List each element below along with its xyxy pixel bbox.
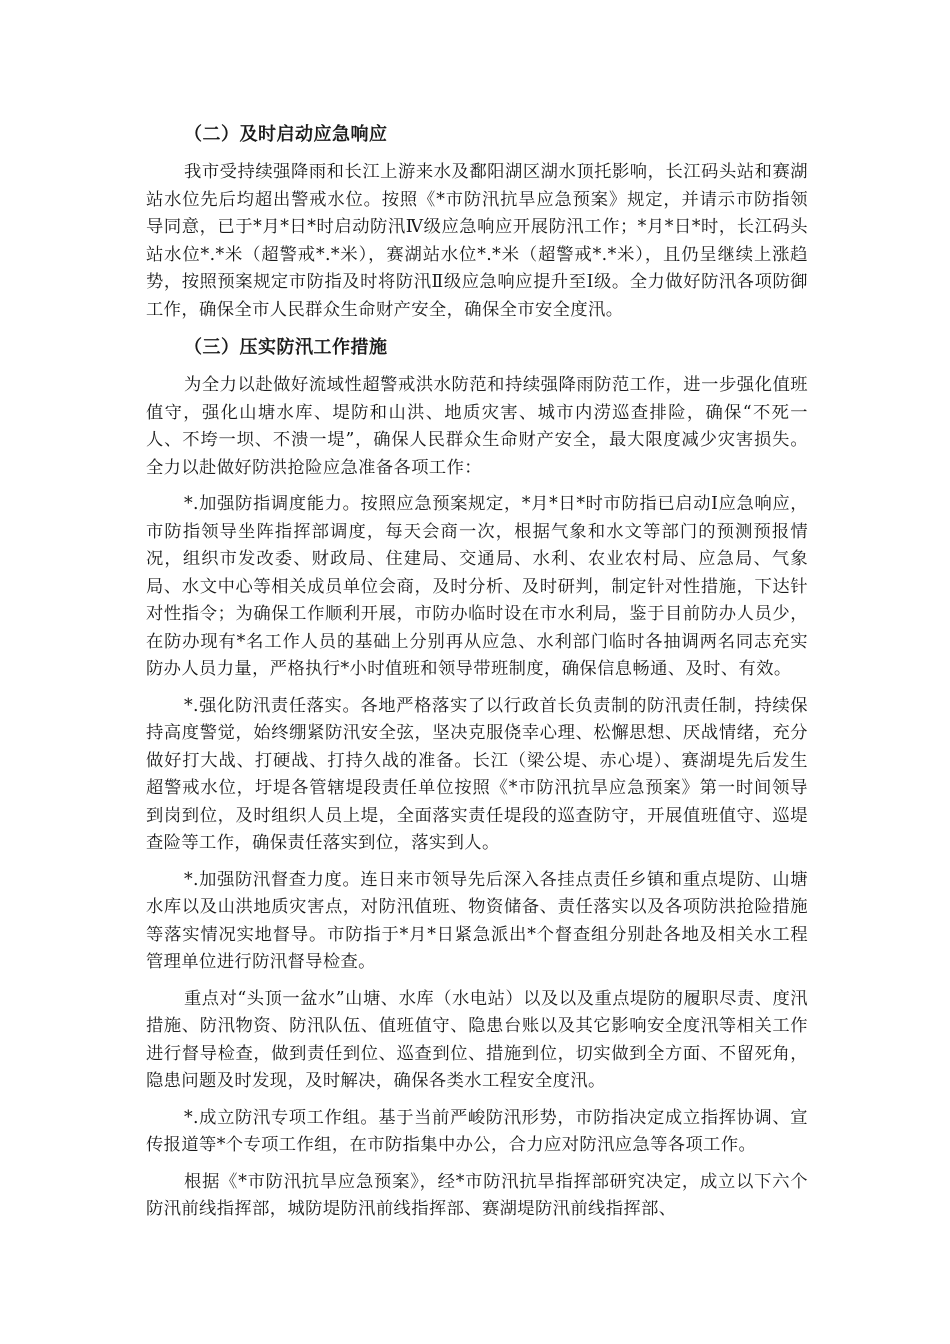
section3-paragraph-1: 为全力以赴做好流域性超警戒洪水防范和持续强降雨防范工作，进一步强化值班值守，强化山塘水库、堤防和山洪、地质灾害、城市内涝巡查排险，确保“不死一人、不垮一坝、不溃一堤”，确保人民群众生命财产安全，最大限度减少灾害损失。全力以赴做好防洪抢险应急准备各项工作： <box>146 375 808 478</box>
section3-paragraph-3: *.强化防汛责任落实。各地严格落实了以行政首长负责制的防汛责任制，持续保持高度警觉，始终绷紧防汛安全弦，坚决克服侥幸心理、松懈思想、厌战情绪，充分做好打大战、打硬战、打持久战的准备。长江（梁公堤、赤心堤）、赛湖堤先后发生超警戒水位，圩堤各管辖堤段责任单位按照《*市防汛抗旱应急预案》第一时间领导到岗到位，及时组织人员上堤，全面落实责任堤段的巡查防守，开展值班值守、巡堤查险等工作，确保责任落实到位，落实到人。 <box>146 695 808 853</box>
section3-paragraph-5: 重点对“头顶一盆水”山塘、水库（水电站）以及以及重点堤防的履职尽责、度汛措施、防汛物资、防汛队伍、值班值守、隐患台账以及其它影响安全度汛等相关工作进行督导检查，做到责任到位、巡查到位、措施到位，切实做到全方面、不留死角，隐患问题及时发现，及时解决，确保各类水工程安全度汛。 <box>146 988 808 1091</box>
section3-paragraph-7: 根据《*市防汛抗旱应急预案》，经*市防汛抗旱指挥部研究决定，成立以下六个防汛前线指挥部，城防堤防汛前线指挥部、赛湖堤防汛前线指挥部、 <box>146 1171 808 1219</box>
section3-paragraph-2: *.加强防指调度能力。按照应急预案规定，*月*日*时市防指已启动Ⅰ应急响应，市防指领导坐阵指挥部调度，每天会商一次，根据气象和水文等部门的预测预报情况，组织市发改委、财政局、住建局、交通局、水利、农业农村局、应急局、气象局、水文中心等相关成员单位会商，及时分析、及时研判，制定针对性措施，下达针对性指令；为确保工作顺利开展，市防办临时设在市水利局，鉴于目前防办人员少，在防办现有*名工作人员的基础上分别再从应急、水利部门临时各抽调两名同志充实防办人员力量，严格执行*小时值班和领导带班制度，确保信息畅通、及时、有效。 <box>146 494 808 679</box>
section2-paragraph-1: 我市受持续强降雨和长江上游来水及鄱阳湖区湖水顶托影响，长江码头站和赛湖站水位先后均超出警戒水位。按照《*市防汛抗旱应急预案》规定，并请示市防指领导同意，已于*月*日*时启动防汛Ⅳ级应急响应开展防汛工作；*月*日*时，长江码头站水位*.*米（超警戒*.*米），赛湖站水位*.*米（超警戒*.*米），且仍呈继续上涨趋势，按照预案规定市防指及时将防汛Ⅱ级应急响应提升至Ⅰ级。全力做好防汛各项防御工作，确保全市人民群众生命财产安全，确保全市安全度汛。 <box>146 162 808 320</box>
section-heading-3: （三）压实防汛工作措施 <box>184 337 388 358</box>
section-heading-2: （二）及时启动应急响应 <box>184 124 388 145</box>
section3-paragraph-4: *.加强防汛督查力度。连日来市领导先后深入各挂点责任乡镇和重点堤防、山塘水库以及山洪地质灾害点，对防汛值班、物资储备、责任落实以及各项防洪抢险措施等落实情况实地督导。市防指于*月*日紧急派出*个督查组分别赴各地及相关水工程管理单位进行防汛督导检查。 <box>146 869 808 972</box>
document-page <box>146 120 808 1233</box>
section3-paragraph-6: *.成立防汛专项工作组。基于当前严峻防汛形势，市防指决定成立指挥协调、宣传报道等*个专项工作组，在市防指集中办公，合力应对防汛应急等各项工作。 <box>146 1107 808 1155</box>
